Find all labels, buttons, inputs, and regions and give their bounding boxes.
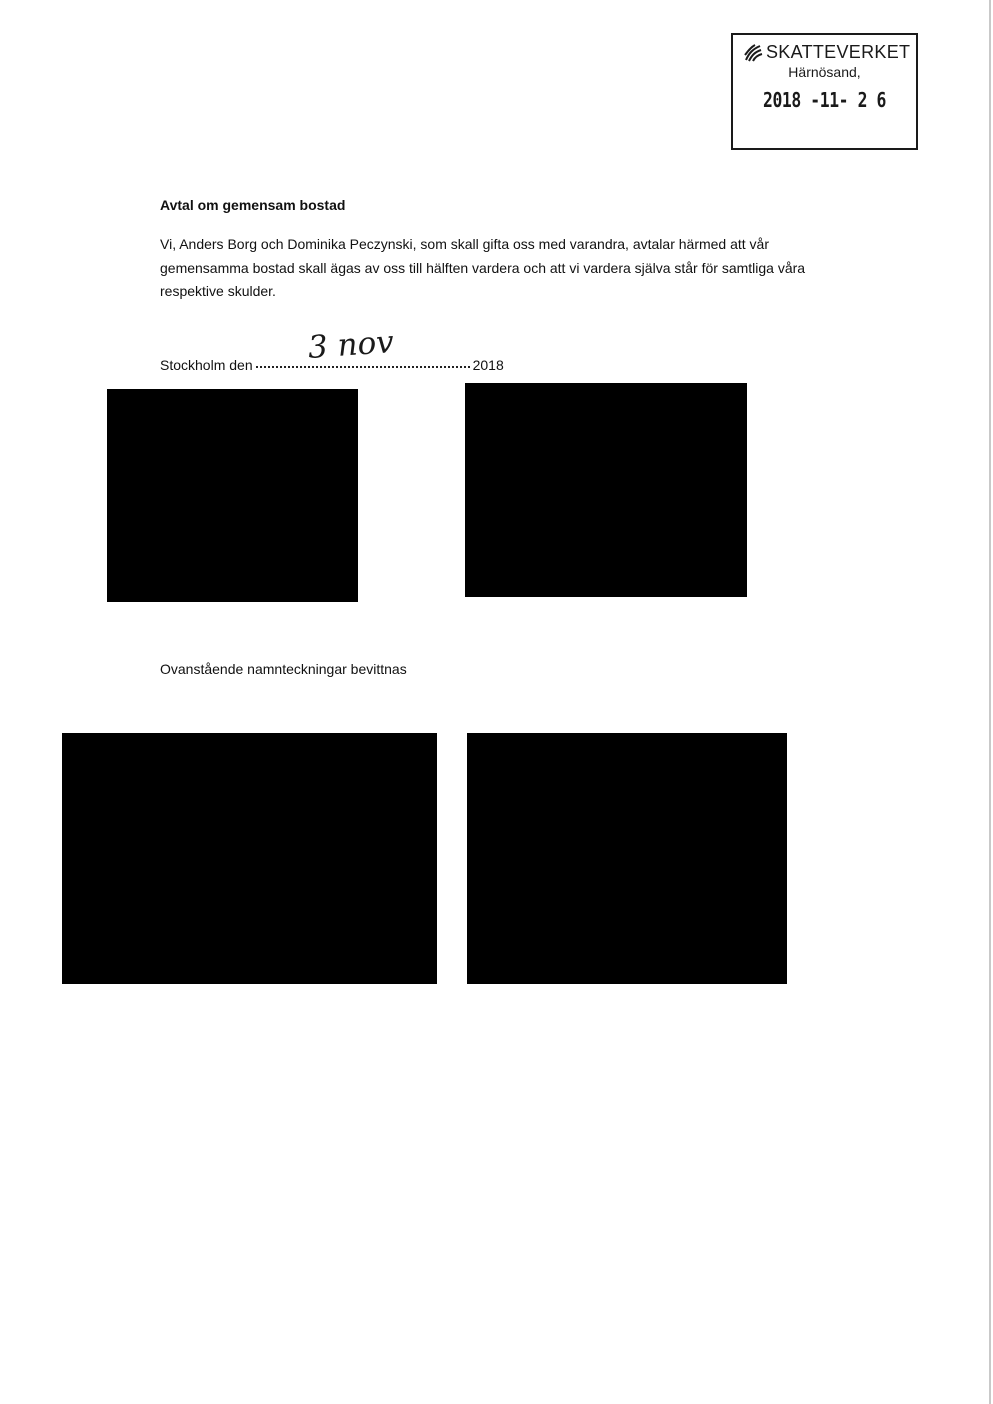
stamp-header <box>743 42 910 63</box>
document-body: Vi, Anders Borg och Dominika Peczynski, som skall gifta oss med varandra, avtalar härmed att vår gemensamma bostad skall ägas av oss till hälften vardera och att vi vardera själva står för samtliga våra respektive skulder. <box>160 236 806 299</box>
redacted-witness-2 <box>467 733 787 984</box>
stamp-date: 2018 -11- 2 6 <box>762 88 887 112</box>
place-date-line <box>160 357 504 373</box>
document-title: Avtal om gemensam bostad <box>160 197 346 213</box>
received-stamp <box>731 33 918 150</box>
stamp-agency: SKATTEVERKET <box>766 42 911 62</box>
place-label: Stockholm den <box>160 357 253 373</box>
skatteverket-logo-icon <box>743 43 763 63</box>
page-edge <box>989 0 991 1404</box>
year-label: 2018 <box>472 357 504 373</box>
date-dotted-line <box>256 366 470 368</box>
witness-text: Ovanstående namnteckningar bevittnas <box>160 661 407 677</box>
redacted-witness-1 <box>62 733 437 984</box>
redacted-signature-2 <box>465 383 747 597</box>
stamp-city: Härnösand, <box>788 64 861 80</box>
handwritten-date: 3 nov <box>306 324 395 366</box>
redacted-signature-1 <box>107 389 358 602</box>
